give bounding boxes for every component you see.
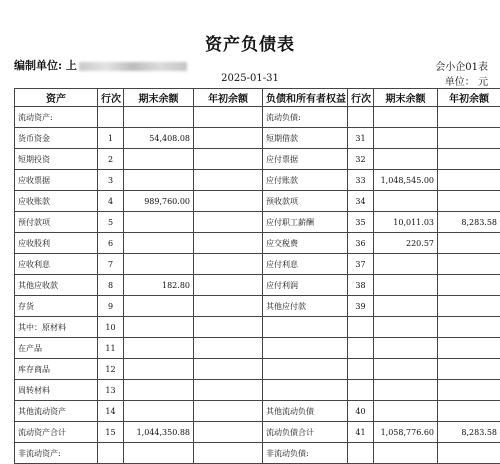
asset-begin-balance [194, 212, 263, 233]
company-label: 编制单位: [14, 59, 62, 72]
asset-end-balance [124, 359, 194, 380]
asset-begin-balance [194, 170, 263, 191]
liability-line-no: 35 [348, 212, 374, 233]
col-header-begin-balance-2: 年初余额 [438, 89, 500, 107]
liability-name: 预收款项 [263, 191, 348, 212]
liability-name: 短期借款 [263, 128, 348, 149]
liability-begin-balance [438, 254, 500, 275]
asset-end-balance [124, 212, 194, 233]
redacted-company-name [79, 62, 187, 71]
asset-begin-balance [194, 359, 263, 380]
col-header-line-2: 行次 [348, 89, 374, 107]
liability-end-balance [374, 275, 438, 296]
liability-line-no [348, 359, 374, 380]
asset-end-balance: 182.80 [124, 275, 194, 296]
currency-unit: 单位： 元 [445, 73, 488, 88]
liability-end-balance [374, 107, 438, 128]
liability-line-no: 38 [348, 275, 374, 296]
liability-name [263, 380, 348, 401]
asset-begin-balance [194, 254, 263, 275]
liability-begin-balance [438, 317, 500, 338]
liability-line-no [348, 443, 374, 464]
asset-line-no: 5 [98, 212, 124, 233]
liability-begin-balance [438, 107, 500, 128]
table-row [15, 107, 500, 128]
asset-begin-balance [194, 275, 263, 296]
liability-end-balance [374, 149, 438, 170]
liability-begin-balance [438, 170, 500, 191]
liability-line-no [348, 317, 374, 338]
asset-line-no [98, 107, 124, 128]
liability-name: 其他应付款 [263, 296, 348, 317]
asset-line-no: 4 [98, 191, 124, 212]
liability-line-no: 31 [348, 128, 374, 149]
liability-end-balance [374, 380, 438, 401]
liability-begin-balance [438, 443, 500, 464]
asset-end-balance [124, 317, 194, 338]
liability-begin-balance [438, 296, 500, 317]
liability-end-balance [374, 317, 438, 338]
liability-end-balance [374, 296, 438, 317]
liability-end-balance [374, 338, 438, 359]
liability-line-no: 37 [348, 254, 374, 275]
table-header-row [15, 89, 500, 107]
company-field [14, 57, 187, 73]
liability-end-balance [374, 254, 438, 275]
asset-end-balance [124, 233, 194, 254]
asset-begin-balance [194, 128, 263, 149]
asset-name: 流动资产: [15, 107, 98, 128]
asset-line-no: 8 [98, 275, 124, 296]
table-row [15, 170, 500, 191]
liability-end-balance [374, 401, 438, 422]
table-row [15, 128, 500, 149]
asset-end-balance [124, 443, 194, 464]
table-row [15, 233, 500, 254]
asset-name: 应收利息 [15, 254, 98, 275]
asset-line-no: 10 [98, 317, 124, 338]
asset-end-balance [124, 380, 194, 401]
asset-line-no: 14 [98, 401, 124, 422]
company-name: 上 [66, 59, 77, 72]
liability-name: 应付利息 [263, 254, 348, 275]
liability-begin-balance [438, 401, 500, 422]
asset-begin-balance [194, 338, 263, 359]
liability-end-balance [374, 359, 438, 380]
report-date: 2025-01-31 [0, 73, 500, 84]
liability-begin-balance [438, 359, 500, 380]
asset-begin-balance [194, 107, 263, 128]
table-row [15, 191, 500, 212]
liability-begin-balance [438, 233, 500, 254]
liability-begin-balance: 8,283.58 [438, 212, 500, 233]
asset-name: 应收股利 [15, 233, 98, 254]
asset-line-no [98, 443, 124, 464]
col-header-assets: 资产 [15, 89, 98, 107]
asset-line-no: 11 [98, 338, 124, 359]
liability-line-no: 41 [348, 422, 374, 443]
liability-name: 应付利润 [263, 275, 348, 296]
asset-end-balance [124, 401, 194, 422]
asset-line-no: 3 [98, 170, 124, 191]
liability-line-no: 40 [348, 401, 374, 422]
asset-name: 在产品 [15, 338, 98, 359]
asset-line-no: 15 [98, 422, 124, 443]
asset-name: 短期投资 [15, 149, 98, 170]
col-header-liabilities: 负债和所有者权益 [263, 89, 348, 107]
asset-end-balance [124, 338, 194, 359]
table-row [15, 401, 500, 422]
liability-name: 流动负债合计 [263, 422, 348, 443]
asset-begin-balance [194, 296, 263, 317]
table-row [15, 149, 500, 170]
liability-line-no [348, 338, 374, 359]
liability-name: 其他流动负债 [263, 401, 348, 422]
liability-begin-balance: 8,283.58 [438, 422, 500, 443]
asset-end-balance [124, 107, 194, 128]
table-row [15, 338, 500, 359]
liability-name [263, 338, 348, 359]
asset-line-no: 2 [98, 149, 124, 170]
asset-begin-balance [194, 422, 263, 443]
table-row [15, 212, 500, 233]
liability-name: 应付账款 [263, 170, 348, 191]
asset-end-balance: 989,760.00 [124, 191, 194, 212]
liability-end-balance: 220.57 [374, 233, 438, 254]
table-row [15, 422, 500, 443]
asset-name: 其中：原材料 [15, 317, 98, 338]
asset-end-balance [124, 254, 194, 275]
table-row [15, 296, 500, 317]
asset-name: 周转材料 [15, 380, 98, 401]
asset-end-balance: 54,408.08 [124, 128, 194, 149]
asset-name: 货币资金 [15, 128, 98, 149]
asset-line-no: 7 [98, 254, 124, 275]
liability-line-no [348, 107, 374, 128]
liability-begin-balance [438, 380, 500, 401]
asset-end-balance [124, 170, 194, 191]
liability-end-balance: 1,058,776.60 [374, 422, 438, 443]
table-row [15, 359, 500, 380]
asset-line-no: 13 [98, 380, 124, 401]
asset-name: 应收账款 [15, 191, 98, 212]
col-header-end-balance: 期末余额 [124, 89, 194, 107]
liability-line-no: 32 [348, 149, 374, 170]
liability-end-balance [374, 128, 438, 149]
asset-begin-balance [194, 233, 263, 254]
asset-begin-balance [194, 380, 263, 401]
table-row [15, 443, 500, 464]
asset-line-no: 9 [98, 296, 124, 317]
asset-end-balance [124, 296, 194, 317]
liability-end-balance [374, 443, 438, 464]
asset-end-balance: 1,044,350.88 [124, 422, 194, 443]
liability-line-no: 36 [348, 233, 374, 254]
liability-end-balance: 10,011.03 [374, 212, 438, 233]
asset-name: 应收票据 [15, 170, 98, 191]
liability-begin-balance [438, 128, 500, 149]
asset-begin-balance [194, 443, 263, 464]
liability-name: 应交税费 [263, 233, 348, 254]
report-title: 资产负债表 [0, 30, 500, 55]
asset-begin-balance [194, 191, 263, 212]
liability-name: 流动负债: [263, 107, 348, 128]
asset-line-no: 12 [98, 359, 124, 380]
asset-begin-balance [194, 401, 263, 422]
asset-end-balance [124, 149, 194, 170]
asset-begin-balance [194, 317, 263, 338]
liability-end-balance: 1,048,545.00 [374, 170, 438, 191]
table-row [15, 275, 500, 296]
liability-name: 非流动负债: [263, 443, 348, 464]
liability-name [263, 317, 348, 338]
liability-begin-balance [438, 191, 500, 212]
liability-name: 应付票据 [263, 149, 348, 170]
liability-name: 应付职工薪酬 [263, 212, 348, 233]
liability-line-no [348, 380, 374, 401]
table-row [15, 380, 500, 401]
asset-name: 存货 [15, 296, 98, 317]
form-code: 会小企01表 [435, 58, 488, 73]
liability-end-balance [374, 191, 438, 212]
col-header-line: 行次 [98, 89, 124, 107]
asset-begin-balance [194, 149, 263, 170]
asset-name: 其他应收款 [15, 275, 98, 296]
table-row [15, 254, 500, 275]
liability-begin-balance [438, 338, 500, 359]
col-header-end-balance-2: 期末余额 [374, 89, 438, 107]
asset-name: 预付款项 [15, 212, 98, 233]
asset-line-no: 6 [98, 233, 124, 254]
liability-name [263, 359, 348, 380]
asset-line-no: 1 [98, 128, 124, 149]
liability-line-no: 34 [348, 191, 374, 212]
table-row [15, 317, 500, 338]
asset-name: 流动资产合计 [15, 422, 98, 443]
liability-begin-balance [438, 149, 500, 170]
liability-line-no: 39 [348, 296, 374, 317]
liability-line-no: 33 [348, 170, 374, 191]
asset-name: 其他流动资产 [15, 401, 98, 422]
liability-begin-balance [438, 275, 500, 296]
col-header-begin-balance: 年初余额 [194, 89, 263, 107]
asset-name: 库存商品 [15, 359, 98, 380]
asset-name: 非流动资产: [15, 443, 98, 464]
